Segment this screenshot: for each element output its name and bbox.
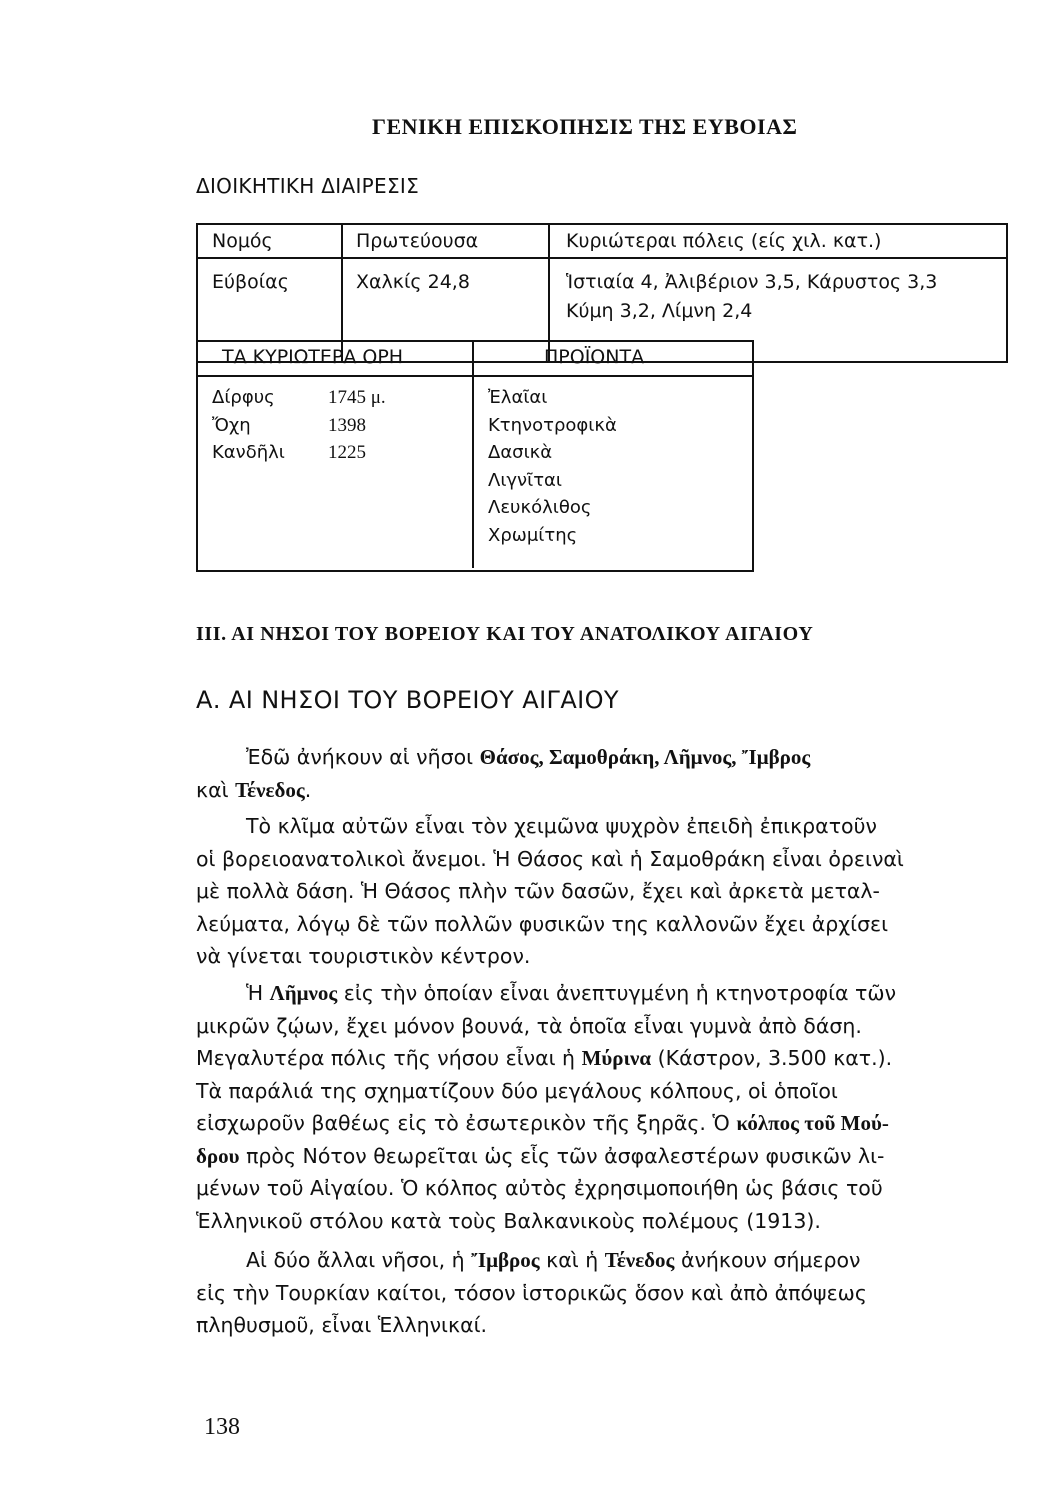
cell-capital: Χαλκίς 24,8 <box>356 271 470 293</box>
text-run: Μεγαλυτέρα πόλις τῆς νήσου εἶναι ἡ <box>196 1046 582 1070</box>
mountains-products-table <box>196 340 754 572</box>
mountain-name: Ὄχη <box>212 414 251 436</box>
bold-term: Θάσος, Σαμοθράκη, Λῆμνος, Ἴμβρος <box>479 745 811 769</box>
header-products: ΠΡΟΪΟΝΤΑ <box>544 346 645 368</box>
text-line: μένων τοῦ Αἰγαίου. Ὁ κόλπος αὐτὸς ἐχρησιμοποιήθη ὡς βάσις τοῦ <box>196 1176 883 1200</box>
text-line <box>196 774 988 807</box>
text-line: πληθυσμοῦ, εἶναι Ἑλληνικαί. <box>196 1313 488 1337</box>
text-line: λεύματα, λόγῳ δὲ τῶν πολλῶν φυσικῶν της καλλονῶν ἔχει ἀρχίσει <box>196 911 889 936</box>
product-item: Λευκόλιθος <box>488 497 592 518</box>
paragraph-3 <box>196 977 988 1237</box>
product-item: Κτηνοτροφικὰ <box>488 414 617 436</box>
text-line <box>196 1042 988 1075</box>
text-line: οἱ βορειοανατολικοὶ ἄνεμοι. Ἡ Θάσος καὶ ἡ Σαμοθράκη εἶναι ὀρειναὶ <box>196 846 904 871</box>
text-line: Τὸ κλῖμα αὐτῶν εἶναι τὸν χειμῶνα ψυχρὸν ἐπειδὴ ἐπικρατοῦν <box>246 814 877 838</box>
text-run: εἰς τὴν ὁποίαν εἶναι ἀνεπτυγμένη ἡ κτηνοτροφία τῶν <box>337 981 897 1005</box>
text-run: Ἐδῶ ἀνήκουν αἱ νῆσοι <box>246 745 480 769</box>
mountain-heights <box>328 384 386 467</box>
product-item: Χρωμίτης <box>488 524 578 546</box>
products-list <box>488 384 617 549</box>
text-run: (Κάστρον, 3.500 κατ.). <box>651 1046 893 1070</box>
bold-term: Τένεδος <box>604 1248 675 1272</box>
paragraph-1 <box>196 741 988 806</box>
text-line <box>196 977 988 1010</box>
text-run: Αἱ δύο ἄλλαι νῆσοι, ἡ <box>246 1248 472 1272</box>
bold-term: Ἴμβρος <box>471 1248 540 1272</box>
text-line <box>196 1244 988 1277</box>
text-run: Ἡ <box>246 981 270 1005</box>
text-line: νὰ γίνεται τουριστικὸν κέντρον. <box>196 944 531 968</box>
text-line <box>196 1140 988 1173</box>
text-line: εἰς τὴν Τουρκίαν καίτοι, τόσον ἱστορικῶς ὅσον καὶ ἀπὸ ἀπόψεως <box>196 1280 867 1305</box>
text-line <box>196 741 988 774</box>
product-item: Λιγνῖται <box>488 469 562 491</box>
table-divider <box>198 257 1006 259</box>
table-divider <box>198 375 752 377</box>
mountain-height: 1745 μ. <box>328 387 386 408</box>
cell-cities-line2: Κύμη 3,2, Λίμνη 2,4 <box>566 300 753 322</box>
text-run: . <box>304 777 312 802</box>
page-title: ΓΕΝΙΚΗ ΕΠΙΣΚΟΠΗΣΙΣ ΤΗΣ ΕΥΒΟΙΑΣ <box>372 114 798 139</box>
text-line <box>196 1107 988 1140</box>
mountain-names <box>212 384 285 467</box>
text-run: εἰσχωροῦν βαθέως εἰς τὸ ἐσωτερικὸν τῆς ξηρᾶς. Ὁ <box>196 1111 737 1135</box>
sub-heading: Α. ΑΙ ΝΗΣΟΙ ΤΟΥ ΒΟΡΕΙΟΥ ΑΙΓΑΙΟΥ <box>196 686 619 714</box>
bold-term: Τένεδος <box>235 777 305 802</box>
header-main-cities: Κυριώτεραι πόλεις (είς χιλ. κατ.) <box>566 230 882 252</box>
mountain-name: Δίρφυς <box>212 387 275 408</box>
text-run: καὶ ἡ <box>539 1248 605 1272</box>
text-run: καὶ <box>196 777 236 802</box>
text-line: μὲ πολλὰ δάση. Ἡ Θάσος πλὴν τῶν δασῶν, ἔχει καὶ ἀρκετὰ μεταλ- <box>196 879 880 903</box>
bold-term: Λῆμνος <box>269 981 338 1005</box>
bold-term: κόλπος τοῦ Μού- <box>736 1111 889 1135</box>
text-line: Ἑλληνικοῦ στόλου κατὰ τοὺς Βαλκανικοὺς πολέμους (1913). <box>196 1208 821 1233</box>
mountain-height: 1225 <box>328 442 366 463</box>
header-nomos: Νομός <box>212 230 273 252</box>
header-capital: Πρωτεύουσα <box>356 230 479 252</box>
bold-term: δρου <box>196 1143 240 1168</box>
page-number: 138 <box>204 1414 240 1440</box>
text-run: ἀνήκουν σήμερον <box>674 1248 861 1272</box>
table-divider <box>472 342 474 568</box>
product-item: Ἐλαῖαι <box>488 387 548 408</box>
mountain-name: Κανδῆλι <box>212 442 285 463</box>
section-heading: ΙΙΙ. ΑΙ ΝΗΣΟΙ ΤΟΥ ΒΟΡΕΙΟΥ ΚΑΙ ΤΟΥ ΑΝΑΤΟΛΙΚΟΥ ΑΙΓΑΙΟΥ <box>196 623 814 645</box>
header-mountains: ΤΑ ΚΥΡΙΩΤΕΡΑ ΟΡΗ <box>222 346 404 368</box>
mountain-height: 1398 <box>328 414 366 436</box>
paragraph-4 <box>196 1244 988 1342</box>
section-subtitle: ΔΙΟΙΚΗΤΙΚΗ ΔΙΑΙΡΕΣΙΣ <box>196 174 420 198</box>
cell-cities-line1: Ἱστιαία 4, Ἀλιβέριον 3,5, Κάρυστος 3,3 <box>566 271 938 293</box>
bold-term: Μύρινα <box>581 1046 652 1070</box>
cell-nomos: Εύβοίας <box>212 271 289 293</box>
text-line: Τὰ παράλιά της σχηματίζουν δύο μεγάλους κόλπους, οἱ ὁποῖοι <box>196 1078 838 1103</box>
product-item: Δασικὰ <box>488 442 553 463</box>
text-run: πρὸς Νότον θεωρεῖται ὡς εἷς τῶν ἀσφαλεστέρων φυσικῶν λι- <box>239 1143 885 1168</box>
paragraph-2 <box>196 810 988 973</box>
text-line: μικρῶν ζῴων, ἔχει μόνον βουνά, τὰ ὁποῖα εἶναι γυμνὰ ἀπὸ δάση. <box>196 1013 862 1038</box>
